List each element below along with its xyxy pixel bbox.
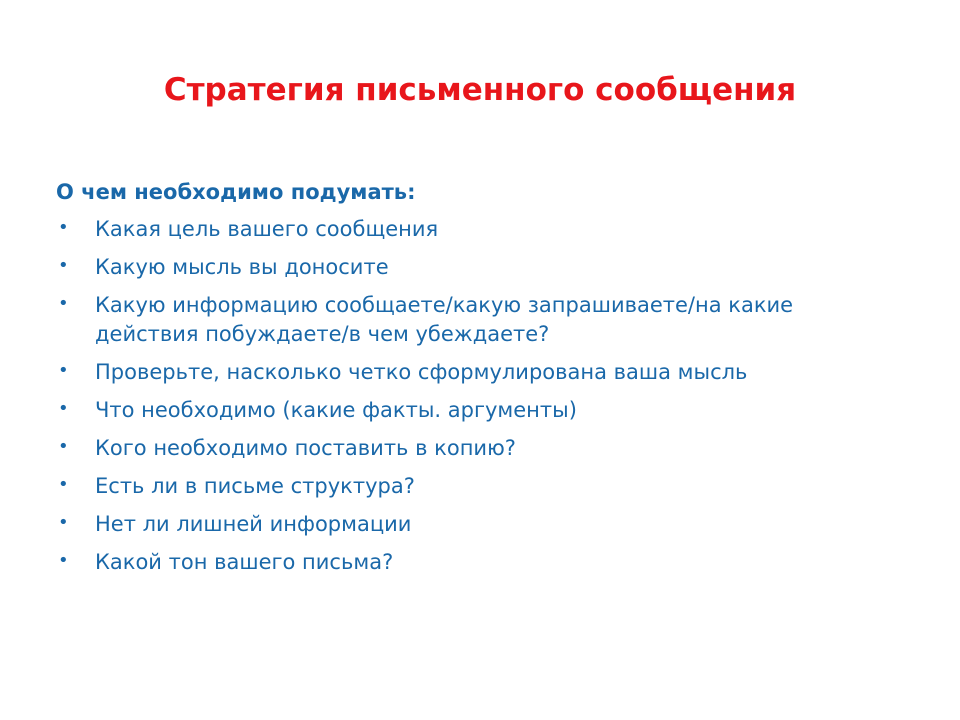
bullet-text: Проверьте, насколько четко сформулирована ваша мысль <box>95 360 748 384</box>
bullet-icon: • <box>58 360 69 381</box>
slide-content <box>56 178 856 586</box>
bullet-item <box>56 434 856 463</box>
bullet-icon: • <box>58 217 69 238</box>
bullet-item <box>56 396 856 425</box>
bullet-icon: • <box>58 255 69 276</box>
bullet-icon: • <box>58 474 69 495</box>
bullet-list <box>56 215 856 577</box>
bullet-icon: • <box>58 550 69 571</box>
slide-title: Стратегия письменного сообщения <box>163 72 797 108</box>
bullet-icon: • <box>58 293 69 314</box>
bullet-text: Что необходимо (какие факты. аргументы) <box>95 398 577 422</box>
bullet-icon: • <box>58 512 69 533</box>
bullet-text: Нет ли лишней информации <box>95 512 412 536</box>
bullet-item <box>56 358 856 387</box>
bullet-text: Какая цель вашего сообщения <box>95 217 439 241</box>
bullet-icon: • <box>58 398 69 419</box>
bullet-item <box>56 548 856 577</box>
bullet-text: Какую мысль вы доносите <box>95 255 389 279</box>
bullet-text: Какую информацию сообщаете/какую запрашиваете/на какие действия побуждаете/в чем убеждаете? <box>95 293 794 346</box>
bullet-text: Какой тон вашего письма? <box>95 550 394 574</box>
bullet-icon: • <box>58 436 69 457</box>
bullet-text: Кого необходимо поставить в копию? <box>95 436 516 460</box>
bullet-item <box>56 472 856 501</box>
bullet-item <box>56 215 856 244</box>
bullet-item <box>56 291 856 349</box>
bullet-item <box>56 253 856 282</box>
bullet-text: Есть ли в письме структура? <box>95 474 415 498</box>
subheading: О чем необходимо подумать: <box>56 180 416 204</box>
bullet-item <box>56 510 856 539</box>
